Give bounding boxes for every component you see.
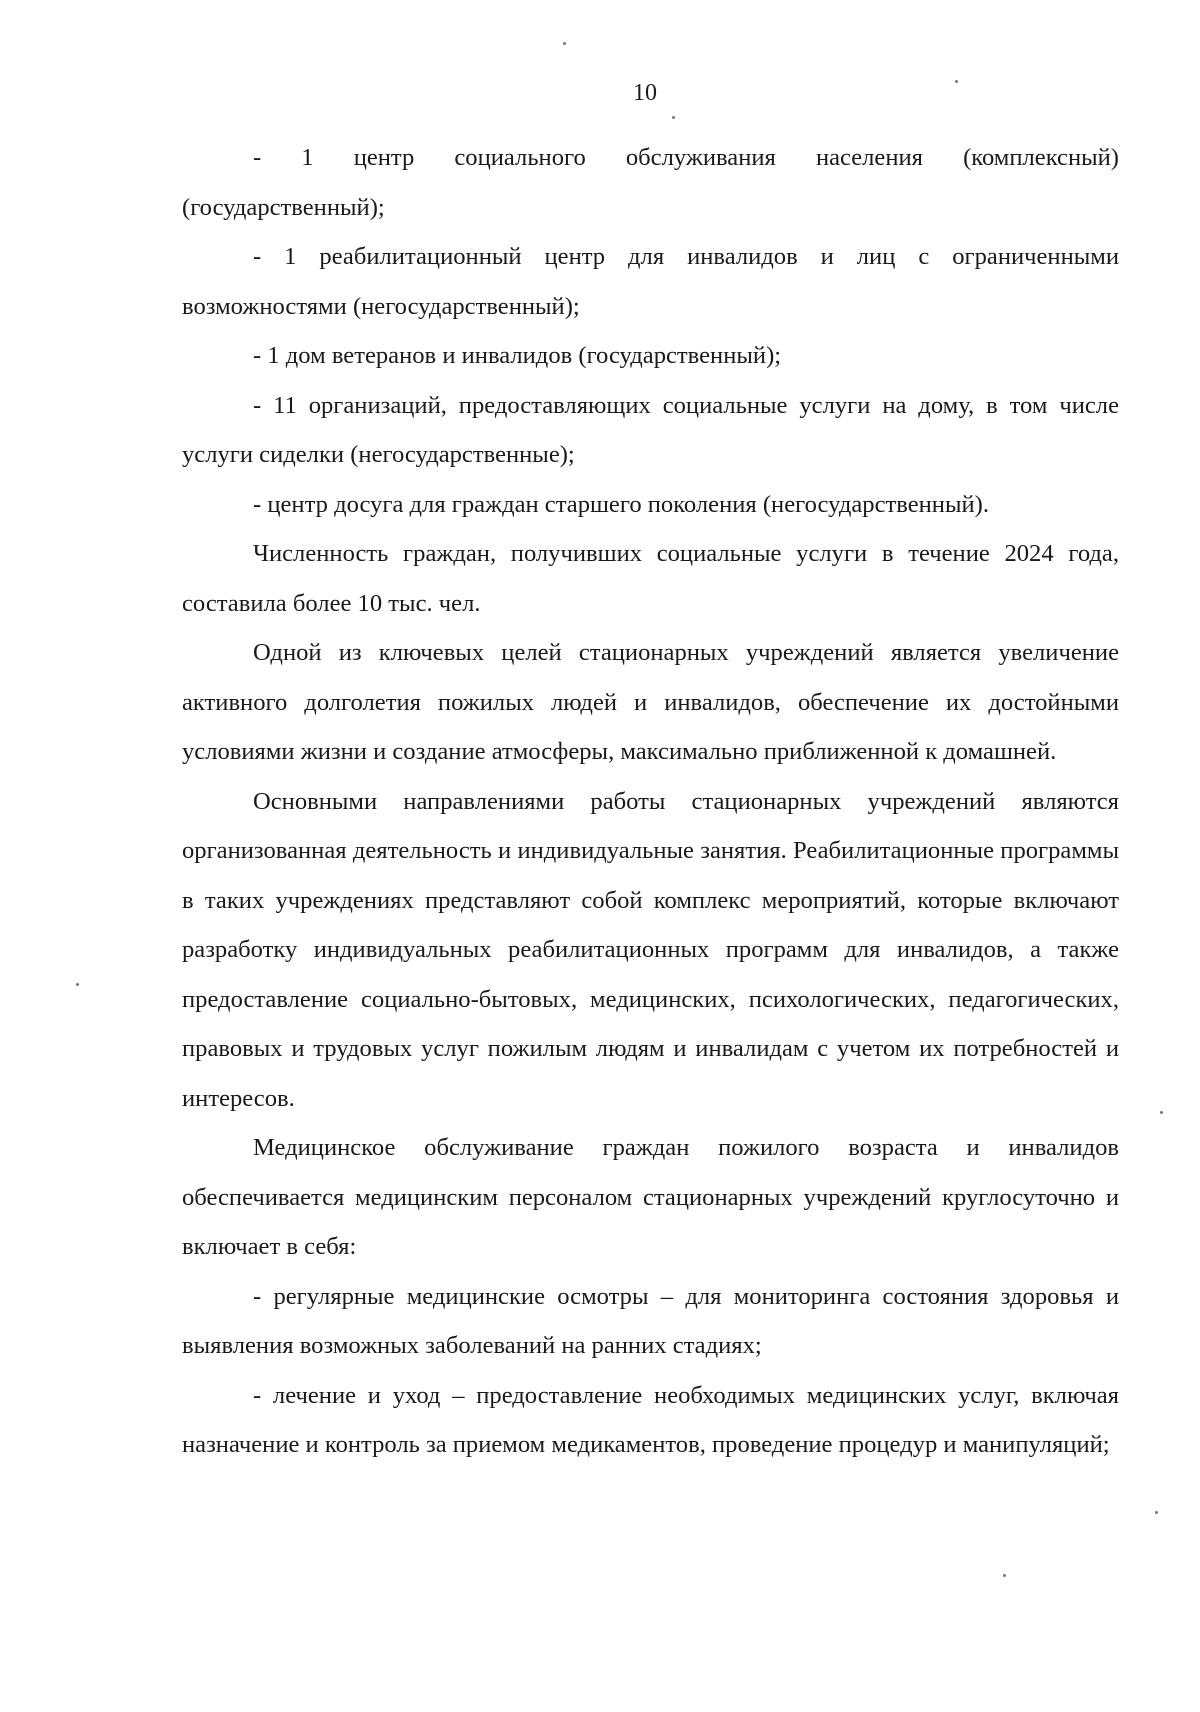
paragraph-recipients-count: Численность граждан, получивших социальные услуги в течение 2024 года, составила более 10 тыс. чел. [182, 540, 1119, 617]
list-item-home-care-organizations: - 11 организаций, предоставляющих социальные услуги на дому, в том числе услуги сиделки (негосударственные); [182, 391, 1119, 468]
paragraph-medical-service: Медицинское обслуживание граждан пожилого возраста и инвалидов обеспечивается медицинским персоналом стационарных учреждений круглосуточно и включает в себя: [182, 1134, 1119, 1260]
paragraph-main-directions: Основными направлениями работы стационарных учреждений являются организованная деятельность и индивидуальные занятия. Реабилитационные программы в таких учреждениях представляют собой комплекс мероприятий, которые включают разработку индивидуальных реабилитационных программ для инвалидов, а также предоставление социально-бытовых, медицинских, психологических, педагогических, правовых и трудовых услуг пожилым людям и инвалидам с учетом их потребностей и интересов. [182, 787, 1119, 1112]
scan-speck [672, 116, 675, 119]
list-item-social-service-center: - 1 центр социального обслуживания населения (комплексный) (государственный); [182, 144, 1119, 221]
scan-speck [563, 42, 566, 45]
scan-speck [1155, 1511, 1158, 1514]
list-item-rehabilitation-center: - 1 реабилитационный центр для инвалидов и лиц с ограниченными возможностями (негосударственный); [182, 243, 1119, 320]
paragraph-key-goals: Одной из ключевых целей стационарных учреждений является увеличение активного долголетия пожилых людей и инвалидов, обеспечение их достойными условиями жизни и создание атмосферы, максимально приближенной к домашней. [182, 639, 1119, 765]
list-item-medical-checkups: - регулярные медицинские осмотры – для мониторинга состояния здоровья и выявления возможных заболеваний на ранних стадиях; [182, 1282, 1119, 1359]
scan-speck [1160, 1111, 1163, 1114]
document-body [182, 133, 1119, 1470]
list-item-veterans-home: - 1 дом ветеранов и инвалидов (государственный); [253, 342, 782, 369]
scan-speck [955, 80, 958, 83]
list-item-leisure-center: - центр досуга для граждан старшего поколения (негосударственный). [253, 490, 989, 518]
scan-speck [1003, 1574, 1006, 1577]
list-item-treatment-care: - лечение и уход – предоставление необходимых медицинских услуг, включая назначение и контроль за приемом медикаментов, проведение процедур и манипуляций; [182, 1381, 1119, 1458]
page-number: 10 [633, 80, 657, 106]
scan-speck [76, 983, 79, 986]
